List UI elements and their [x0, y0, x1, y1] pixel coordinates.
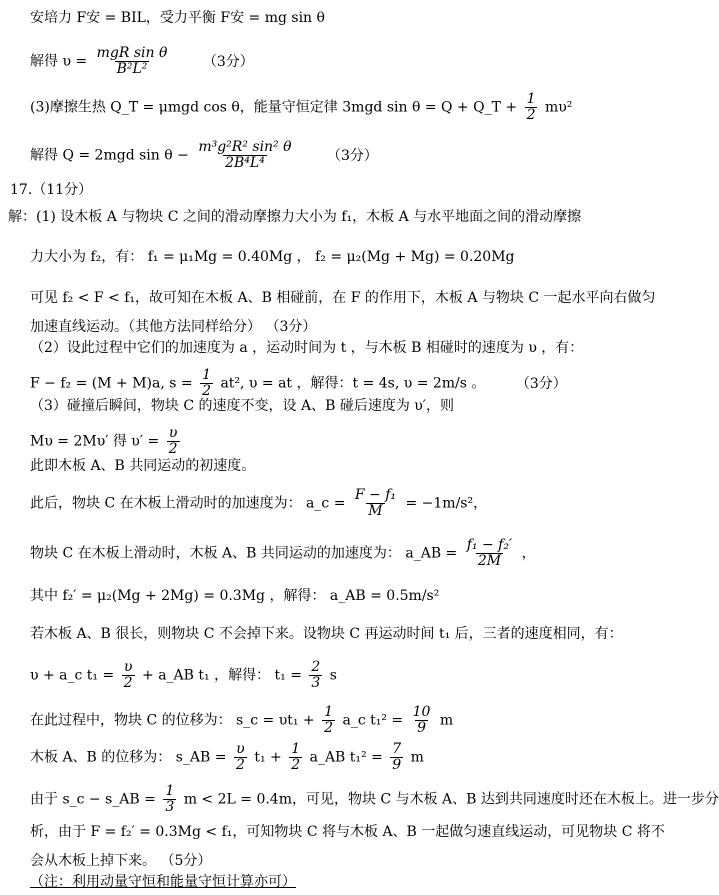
solution-part-3-line [30, 398, 454, 414]
common-velocity-line [30, 626, 623, 642]
initial-velocity-line [30, 458, 255, 474]
acceleration-equation-line [30, 368, 567, 399]
momentum-line [30, 426, 183, 457]
fraction-denominator: 2M [477, 553, 502, 569]
motion-analysis-line [30, 290, 656, 306]
velocity-half-fraction [234, 742, 247, 773]
fraction-denominator: 2 [202, 383, 211, 399]
fraction-denominator: 2 [526, 107, 536, 123]
displacement-unit: m [439, 712, 454, 729]
board-displacement-middle: t₁ + [254, 749, 282, 766]
board-acceleration-prefix: 物块 C 在木板上滑动时，木板 A、B 共同运动的加速度为： a_AB = [30, 545, 458, 562]
fraction-denominator: 2 [168, 441, 178, 457]
block-c-displacement-middle: a_c t₁² = [342, 712, 404, 729]
fraction-denominator: 9 [392, 757, 402, 773]
solution-part-2-text: （2）设此过程中它们的加速度为 a ，运动时间为 t ，与木板 B 相碰时的速度为 υ ，有： [30, 340, 584, 356]
half-fraction [289, 742, 302, 773]
acceleration-equation-prefix: F − f₂ = (M + M)a, s = [30, 375, 193, 392]
fraction-denominator: 2 [235, 757, 245, 773]
block-c-displacement-line [30, 705, 453, 736]
half-fraction [322, 705, 335, 736]
fraction-numerator: f₁ − f₂′ [466, 537, 513, 553]
fraction-denominator: 2 [291, 757, 301, 773]
board-displacement-middle-2: a_AB t₁² = [309, 749, 383, 766]
friction-heat-line [30, 92, 572, 123]
fraction-numerator: F − f₁ [354, 487, 397, 503]
motion-conclusion-line [30, 319, 316, 335]
time-fraction [309, 660, 322, 691]
fraction-numerator: 1 [165, 783, 175, 799]
block-c-acceleration-prefix: 此后，物块 C 在木板上滑动时的加速度为： a_c = [30, 495, 346, 512]
solution-part-1-line [8, 209, 581, 225]
block-c-displacement-prefix: 在此过程中，物块 C 的位移为： s_c = υt₁ + [30, 712, 315, 729]
fraction-denominator: 9 [417, 720, 426, 736]
heat-fraction [196, 140, 293, 171]
displacement-difference-prefix: 由于 s_c − s_AB = [30, 791, 156, 808]
motion-analysis-text: 可见 f₂ < F < f₁，故可知在木板 A、B 相碰前，在 F 的作用下，木板 A 与物块 C 一起水平向右做匀 [30, 290, 656, 306]
fraction-denominator: 3 [165, 799, 175, 815]
note-line [30, 874, 296, 890]
block-c-acceleration-suffix: = −1m/s²， [405, 495, 488, 512]
fraction-denominator: 2 [123, 675, 133, 691]
heat-denominator: 2B⁴L⁴ [225, 155, 265, 171]
fraction-numerator: 1 [202, 367, 211, 383]
velocity-solution-prefix: 解得 υ = [30, 53, 88, 70]
ampere-force-text: 安培力 F安 = BIL，受力平衡 F安 = mg sin θ [30, 10, 325, 26]
fraction-denominator: 3 [311, 675, 321, 691]
ampere-force-line [30, 10, 325, 26]
friction-heat-suffix: mυ² [544, 99, 573, 116]
score-label: （3分） [515, 375, 567, 392]
initial-velocity-text: 此即木板 A、B 共同运动的初速度。 [30, 458, 256, 474]
friction-f2-prime-text: 其中 f₂′ = μ₂(Mg + 2Mg) = 0.3Mg ，解得： a_AB = 0.5m/s² [30, 588, 440, 604]
score-label: （3分） [327, 147, 378, 164]
acceleration-equation-suffix: at², υ = at ，解得：t = 4s, υ = 2m/s 。 [220, 375, 486, 392]
board-displacement-prefix: 木板 A、B 的位移为： s_AB = [30, 749, 227, 766]
heat-solution-prefix: 解得 Q = 2mgd sin θ − [30, 147, 189, 164]
time-solution-prefix: υ + a_c t₁ = [30, 667, 115, 684]
further-analysis-line [30, 824, 665, 840]
fraction-numerator: 1 [324, 704, 334, 720]
fraction-numerator: υ [123, 659, 133, 675]
fraction-numerator: υ [236, 741, 245, 757]
friction-values-line [30, 249, 515, 265]
momentum-prefix: Mυ = 2Mυ′ 得 υ′ = [30, 433, 160, 450]
motion-conclusion-text: 加速直线运动。（其他方法同样给分） （3分） [30, 319, 317, 335]
fraction-numerator: υ [168, 425, 178, 441]
velocity-half-fraction [167, 426, 180, 457]
final-conclusion-line [30, 853, 211, 869]
common-velocity-text: 若木板 A、B 很长，则物块 C 不会掉下来。设物块 C 再运动时间 t₁ 后，三者的速度相同，有： [30, 626, 623, 642]
question-number: 17.（11分） [10, 182, 93, 198]
final-conclusion-text: 会从木板上掉下来。 （5分） [30, 853, 212, 869]
fraction-numerator: 1 [526, 91, 536, 107]
question-17-header [10, 182, 92, 198]
note-text: （注：利用动量守恒和能量守恒计算亦可） [30, 874, 296, 890]
solution-part-2-line [30, 340, 583, 356]
displacement-difference-suffix: m < 2L = 0.4m，可见，物块 C 与木板 A、B 达到共同速度时还在木板上。进一步分 [183, 791, 719, 808]
board-acceleration-fraction [465, 538, 514, 569]
score-label: （3分） [202, 53, 254, 70]
board-acceleration-suffix: ， [521, 545, 536, 562]
fraction-numerator: 10 [412, 704, 431, 720]
friction-heat-prefix: (3)摩擦生热 Q_T = μmgd cos θ，能量守恒定律 3mgd sin θ = Q + Q_T + [30, 99, 518, 116]
time-solution-middle: + a_AB t₁ ，解得： t₁ = [142, 667, 302, 684]
velocity-solution-line [30, 46, 254, 77]
block-c-acceleration-fraction [353, 488, 398, 519]
board-displacement-line [30, 742, 424, 773]
fraction-numerator: 1 [291, 741, 301, 757]
fraction-numerator: 7 [392, 741, 402, 757]
half-fraction [525, 92, 538, 123]
friction-f2-prime-line [30, 588, 439, 604]
third-fraction [163, 784, 176, 815]
velocity-numerator: mgR sin θ [96, 45, 168, 61]
displacement-fraction [411, 705, 433, 736]
velocity-half-fraction [122, 660, 135, 691]
velocity-fraction [95, 46, 170, 77]
solution-part-3-text: （3）碰撞后瞬间，物块 C 的速度不变，设 A、B 碰后速度为 υ′，则 [30, 398, 454, 414]
friction-values-text: 力大小为 f₂，有： f₁ = μ₁Mg = 0.40Mg ， f₂ = μ₂(Mg + Mg) = 0.20Mg [30, 249, 515, 265]
fraction-denominator: M [368, 503, 383, 519]
heat-numerator: m³g²R² sin² θ [198, 139, 292, 155]
solution-part-1-text: 解：(1) 设木板 A 与物块 C 之间的滑动摩擦力大小为 f₁，木板 A 与水平地面之间的滑动摩擦 [8, 209, 582, 225]
displacement-fraction [390, 742, 403, 773]
fraction-numerator: 2 [311, 659, 321, 675]
fraction-denominator: 2 [324, 720, 334, 736]
block-c-acceleration-line [30, 488, 487, 519]
velocity-denominator: B²L² [116, 61, 148, 77]
displacement-unit: m [410, 749, 424, 766]
time-solution-line [30, 660, 337, 691]
heat-solution-line [30, 140, 378, 171]
time-solution-unit: s [329, 667, 337, 684]
half-fraction [200, 368, 213, 399]
board-acceleration-line [30, 538, 536, 569]
further-analysis-text: 析，由于 F = f₂′ = 0.3Mg < f₁，可知物块 C 将与木板 A、B 一起做匀速直线运动，可见物块 C 将不 [30, 824, 665, 840]
displacement-difference-line [30, 784, 719, 815]
